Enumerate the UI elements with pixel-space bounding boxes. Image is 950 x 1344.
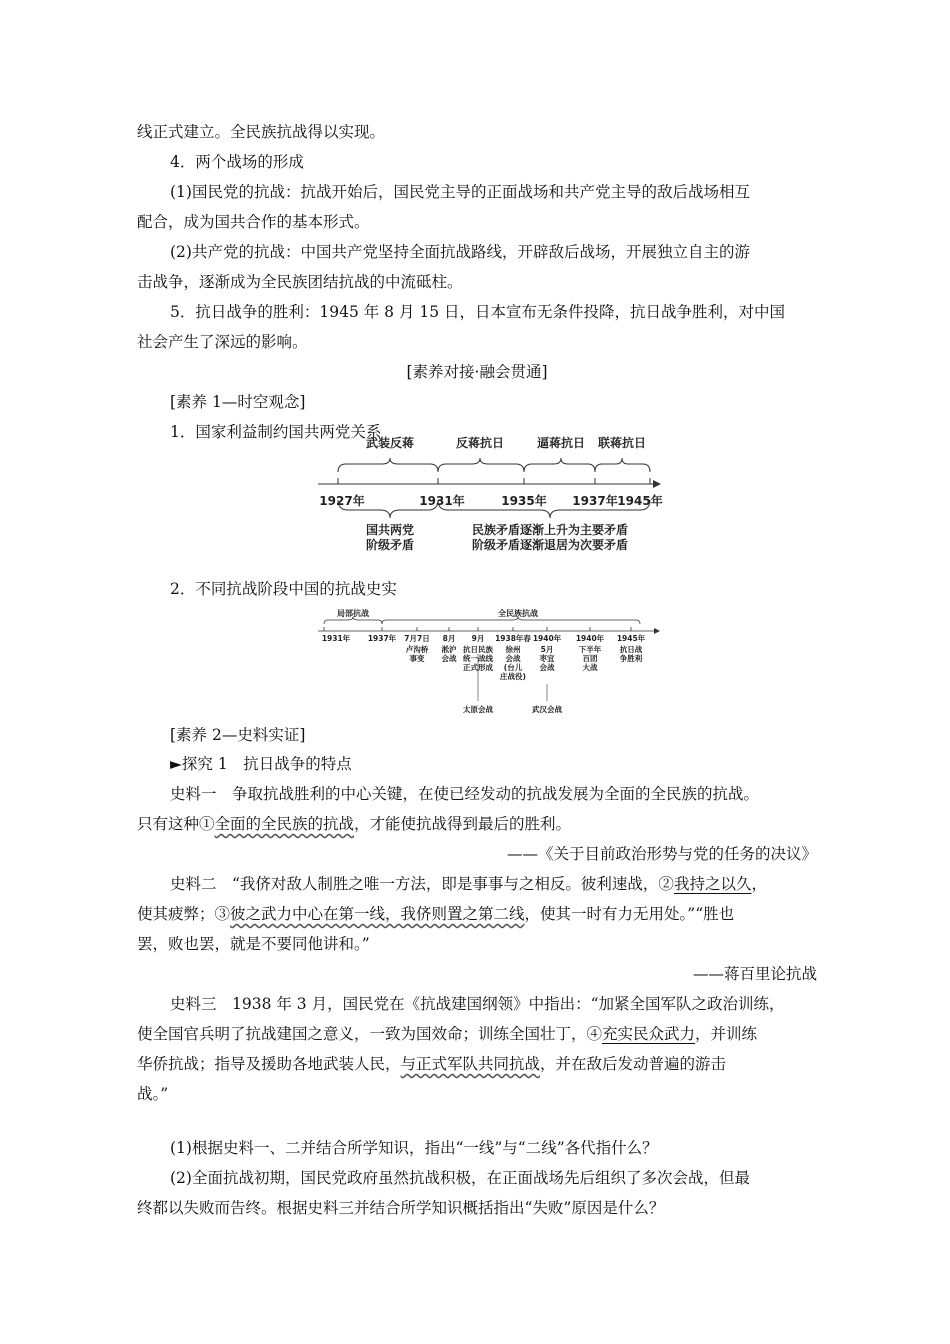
- paragraph: 击战争，逐渐成为全民族团结抗战的中流砥柱。: [137, 273, 463, 291]
- paragraph: 5．抗日战争的胜利：1945 年 8 月 15 日，日本宣布无条件投降，抗日战争胜利，对中国: [170, 303, 786, 321]
- source-citation: ——蒋百里论抗战: [692, 965, 817, 983]
- source-citation: ——《关于目前政治形势与党的任务的决议》: [506, 845, 817, 863]
- source-3-line3: [137, 1049, 817, 1079]
- bottom-label: 国共两党: [365, 523, 415, 537]
- war-stages-timeline-diagram: [318, 606, 663, 718]
- source-3: 史料三 1938 年 3 月，国民党在《抗战建国纲领》中指出：“加紧全国军队之政治训练，: [170, 995, 785, 1013]
- source-2-line2: [137, 899, 817, 929]
- event-label: 卢沟桥事变: [405, 645, 429, 663]
- heading-item-4: 4．两个战场的形成: [170, 153, 304, 171]
- text: 使其疲弊；③: [137, 905, 231, 923]
- underlined-text: 我持之以久: [673, 875, 752, 893]
- bottom-label: 民族矛盾逐渐上升为主要矛盾: [471, 523, 629, 537]
- relations-timeline-diagram: [318, 430, 678, 570]
- paragraph: 社会产生了深远的影响。: [137, 333, 308, 351]
- year-label: 1931年: [321, 634, 351, 643]
- text: ，才能使抗战得到最后的胜利。: [354, 815, 572, 833]
- paragraph: 配合，成为国共合作的基本形式。: [137, 213, 370, 231]
- event-label: 淞沪会战: [441, 645, 457, 663]
- suyang2-label: [素养 2—史料实证]: [170, 726, 306, 744]
- underlined-text: 充实民众武力: [602, 1025, 696, 1043]
- text: 华侨抗战；指导及援助各地武装人民，: [137, 1055, 401, 1073]
- year-label: 1938年春: [495, 634, 531, 643]
- bottom-label: 阶级矛盾: [365, 538, 415, 552]
- year-label: 1940年: [575, 634, 605, 643]
- text: 只有这种①: [137, 815, 215, 833]
- underlined-text: 全面的全民族的抗战: [214, 815, 355, 833]
- phase-label: 局部抗战: [337, 609, 369, 618]
- text: 使全国官兵明了抗战建国之意义，一致为国效命；训练全国壮丁，④: [137, 1025, 603, 1043]
- phase-label: 全民族抗战: [498, 609, 538, 618]
- source-3-line2: [137, 1019, 817, 1049]
- underlined-text: 与正式军队共同抗战: [400, 1055, 541, 1073]
- top-label: 联蒋抗日: [597, 436, 647, 450]
- source-1-line2: [137, 809, 817, 839]
- text: 史料二 “我侪对敌人制胜之唯一方法，即是事事与之相反。彼利速战，②: [170, 875, 674, 893]
- event-label: 徐州会战(台儿庄战役): [500, 645, 526, 681]
- year-label: 1945年: [617, 494, 663, 508]
- explore-heading: ►探究 1 抗日战争的特点: [170, 755, 352, 773]
- below-label: 武汉会战: [532, 705, 562, 714]
- paragraph: 线正式建立。全民族抗战得以实现。: [137, 123, 386, 141]
- event-label: 抗日民族统一战线正式形成: [463, 645, 493, 672]
- year-label: 1931年: [419, 494, 465, 508]
- text: ，并在敌后发动普遍的游击: [540, 1055, 727, 1073]
- year-label: 9月: [471, 634, 485, 643]
- list-item: 1．国家利益制约国共两党关系: [170, 423, 382, 441]
- source-2-line3: 罢，败也罢，就是不要同他讲和。”: [137, 935, 370, 953]
- list-item: 2．不同抗战阶段中国的抗战史实: [170, 580, 397, 598]
- event-label: 抗日战争胜利: [619, 645, 643, 663]
- year-label: 8月: [442, 634, 456, 643]
- below-label: 太原会战: [463, 705, 493, 714]
- event-label: 5月枣宜会战: [539, 645, 555, 672]
- question-1: (1)根据史料一、二并结合所学知识，指出“一线”与“二线”各代指什么？: [170, 1139, 658, 1157]
- underlined-text: 彼之武力中心在第一线，我侪则置之第二线: [230, 905, 525, 923]
- event-label: 下半年百团大战: [578, 645, 602, 672]
- source-2: [170, 869, 850, 899]
- question-2: (2)全面抗战初期，国民党政府虽然抗战积极，在正面战场先后组织了多次会战，但最: [170, 1169, 750, 1187]
- section-title: [素养对接·融会贯通]: [406, 363, 548, 381]
- year-label: 1940年: [532, 634, 562, 643]
- year-label: 1937年: [572, 494, 618, 508]
- source-3-line4: 战。”: [137, 1085, 169, 1103]
- bottom-label: 阶级矛盾逐渐退居为次要矛盾: [471, 538, 629, 552]
- year-label: 7月7日: [404, 634, 430, 643]
- text: ，并训练: [695, 1025, 758, 1043]
- paragraph: (1)国民党的抗战：抗战开始后，国民党主导的正面战场和共产党主导的敌后战场相互: [170, 183, 750, 201]
- year-label: 1927年: [319, 494, 365, 508]
- question-2-line2: 终都以失败而告终。根据史料三并结合所学知识概括指出“失败”原因是什么？: [137, 1199, 665, 1217]
- suyang1-label: [素养 1—时空观念]: [170, 393, 306, 411]
- text: ，: [751, 875, 767, 893]
- year-label: 1935年: [501, 494, 547, 508]
- source-1: 史料一 争取抗战胜利的中心关键，在使已经发动的抗战发展为全面的全民族的抗战。: [170, 785, 760, 803]
- text: ，使其一时有力无用处。”“胜也: [524, 905, 735, 923]
- paragraph: (2)共产党的抗战：中国共产党坚持全面抗战路线，开辟敌后战场，开展独立自主的游: [170, 243, 750, 261]
- top-label: 逼蒋抗日: [536, 436, 586, 450]
- year-label: 1937年: [367, 634, 397, 643]
- year-label: 1945年: [616, 634, 646, 643]
- top-label: 反蒋抗日: [455, 436, 505, 450]
- top-label: 武装反蒋: [365, 436, 415, 450]
